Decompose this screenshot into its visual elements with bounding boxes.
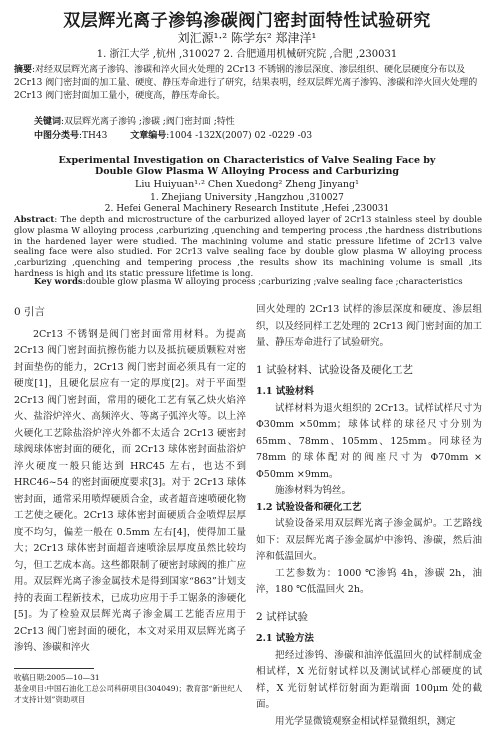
section-2-heading: 2 试样试验 [256,609,482,626]
left-column [14,302,246,657]
footnote-received: 收稿日期:2005—10—31 [14,672,246,683]
section-1-1-heading: 1.1 试验材料 [256,384,482,401]
section-0-heading: 0 引言 [14,304,246,321]
keywords-cn [34,114,235,127]
section-2-1-paragraph-2: 用光学显微镜观察金相试样显微组织，测定 [256,714,482,730]
english-authors: Liu Huiyuan¹·² Chen Xuedong² Zheng Jinyang¹ [0,179,494,190]
authors-cn: 刘汇源¹·² 陈学东² 郑津洋¹ [0,29,494,46]
abstract-cn-label: 摘要 [14,65,32,75]
doc-number: :1004 -132X(2007) 02 -0229 -03 [166,131,312,141]
english-affiliation-1: 1. Zhejiang University ,Hangzhou ,310027 [0,193,494,203]
keywords-en [34,277,463,287]
section-2-1-heading: 2.1 试验方法 [256,631,482,648]
section-1-1-paragraph: 试样材料为退火组织的 2Cr13。试样试样尺寸为 Φ30mm ×50mm；球体试样的球径尺寸分别为 65mm、78mm、105mm、125mm。同球径为 78mm 的球体配对的阀座尺寸为 Φ70mm × Φ50mm ×9mm。 [256,401,482,484]
footnote-fund: 基金项目:中国石油化工总公司科研项目(304049)；教育部“新世纪人才支持计划”资助项目 [14,683,246,705]
section-1-2-heading: 1.2 试验设备和硬化工艺 [256,500,482,517]
keywords-en-label: Key words [34,277,83,287]
keywords-cn-text: :双层辉光离子渗钨 ;渗碳 ;阀门密封面 ;特性 [61,117,235,127]
abstract-cn-text: :对经双层辉光离子渗钨、渗碳和淬火回火处理的 2Cr13 不锈钢的渗层深度、渗层组织、硬化层硬度分布以及 2Cr13 阀门密封面的加工量、硬度、静压寿命进行了研究，结果表明，经双层辉光离子渗钨、渗碳和淬火回火处理的 2Cr13 阀门密封面加工量小，硬度高，静压寿命长。 [14,65,477,101]
class-label: 中图分类号 [34,131,79,141]
right-column [256,302,482,730]
section-0-paragraph: 2Cr13 不锈钢是阀门密封面常用材料。为提高 2Cr13 阀门密封面抗擦伤能力以及抵抗硬质颗粒对密封面垫伤的能力，2Cr13 阀门密封面必须具有一定的硬度[1]，且硬化层应有一定的厚度[2]。对于平面型 2Cr13 阀门密封面，常用的硬化工艺有氧乙炔火焰淬火、盐浴炉淬火、高频淬火、等离子弧淬火等。以上淬火硬化工艺除盐浴炉淬火外都不太适合 2Cr13 硬密封球阀球体密封面的硬化，而 2Cr13 球体密封面盐浴炉淬火硬度一般只能达到 HRC45 左右，也达不到 HRC46~54 的密封面硬度要求[3]。对于 2Cr13 球体密封面，通常采用喷焊硬质合金，或者超音速喷硬化物工艺使之硬化。2Cr13 球体密封面硬质合金喷焊层厚度不均匀，偏差一般在 0.5mm 左右[4]，使得加工量大；2Cr13 球体密封面超音速喷涂层厚度虽然比较均匀，但工艺成本高。这些都限制了硬密封球阀的推广应用。双层辉光离子渗金属技术是得到国家“863”计划支持的表面工程新技术，已成功应用于手工锯条的渗硬化[5]。为了检验双层辉光离子渗金属工艺能否应用于 2Cr13 阀门密封面的硬化，本文对采用双层辉光离子渗钨、渗碳和淬火 [14,327,246,657]
abstract-en-label: Abstract [14,215,54,225]
english-affiliation-2: 2. Hefei General Machinery Research Institute ,Hefei ,230031 [0,204,494,214]
keywords-en-text: :double glow plasma W alloying process ;carburizing ;valve sealing face ;characteristics [83,277,463,287]
footnote-divider [14,668,94,669]
keywords-cn-label: 关键词 [34,117,61,127]
class-number: :TH43 [79,131,107,141]
section-2-1-paragraph: 把经过渗钨、渗碳和油淬低温回火的试样制成金相试样，X 光衍射试样以及测试试样心部硬度的试样，X 光衍射试样衍射面为距端面 100μm 处的截面。 [256,648,482,714]
section-1-1-paragraph-2: 施渗材料为钨丝。 [256,483,482,500]
footnotes [14,672,246,705]
english-title-line-2: Double Glow Plasma W Alloying Process and Carburizing [0,166,494,177]
affiliations-cn: 1. 浙江大学 ,杭州 ,310027 2. 合肥通用机械研究院 ,合肥 ,230031 [0,45,494,60]
paper-title: 双层辉光离子渗钨渗碳阀门密封面特性试验研究 [0,6,494,31]
abstract-en [14,215,482,280]
section-1-2-paragraph-2: 工艺参数为：1000 ℃渗钨 4h，渗碳 2h，油淬，180 ℃低温回火 2h。 [256,566,482,599]
english-title-line-1: Experimental Investigation on Characteristics of Valve Sealing Face by [0,155,494,166]
classification-line [34,128,312,141]
abstract-cn [14,64,480,103]
doc-label: 文章编号 [130,131,166,141]
section-1-heading: 1 试验材料、试验设备及硬化工艺 [256,362,482,379]
abstract-en-text: : The depth and microstructure of the carburized alloyed layer of 2Cr13 stainless steel by double glow plasma W alloying process ,carburizing ,quenching and tempering process ,the hardness distributions in the hardened layer were studied. The machining volume and static pressure lifetime of 2Cr13 valve sealing face were also studied. For 2Cr13 valve sealing face by double glow plasma W alloying process ,carburizing ,quenching and tempering process ,the results show its machining volume is small ,its hardness is high and its static pressure lifetime is long. [14,215,482,279]
section-1-2-paragraph: 试验设备采用双层辉光离子渗金属炉。工艺路线如下：双层辉光离子渗金属炉中渗钨、渗碳，然后油淬和低温回火。 [256,516,482,566]
section-0-continuation: 回火处理的 2Cr13 试样的渗层深度和硬度、渗层组织，以及经同样工艺处理的 2Cr13 阀门密封面的加工量、静压寿命进行了试验研究。 [256,302,482,352]
